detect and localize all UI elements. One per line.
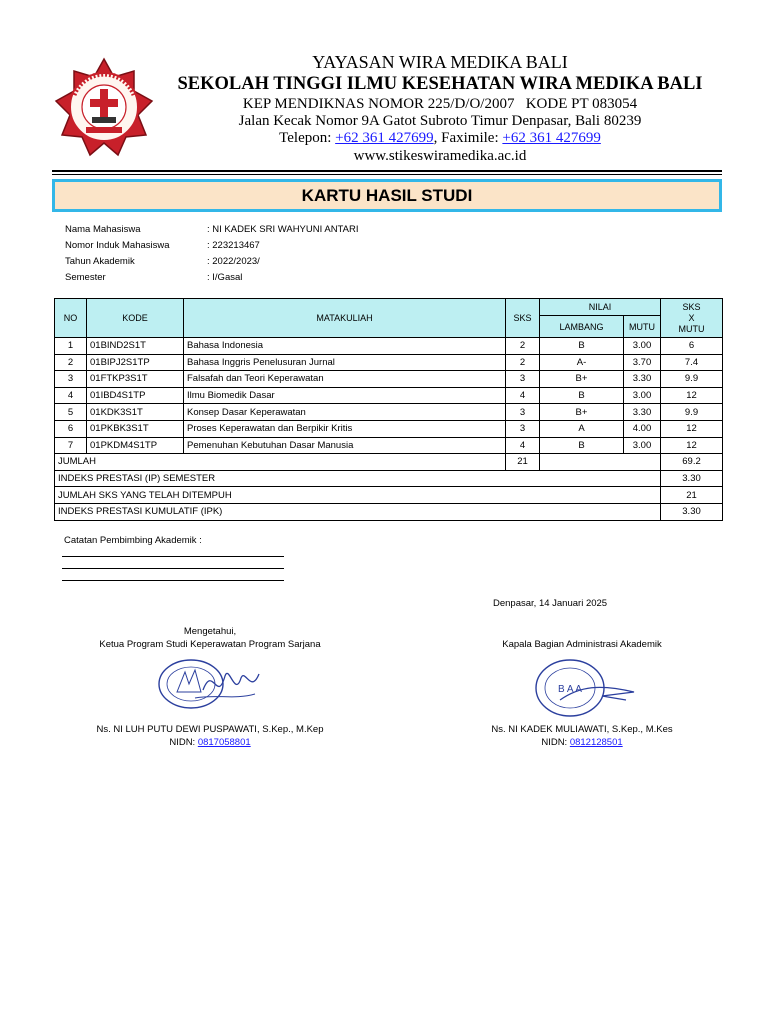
fax-link[interactable]: +62 361 427699 xyxy=(502,130,601,146)
header-lambang: LAMBANG xyxy=(540,316,624,338)
cell-mutu: 4.00 xyxy=(624,420,661,437)
left-sign-knowing: Mengetahui, xyxy=(183,626,237,637)
header-nilai: NILAI xyxy=(540,299,661,316)
cell-lambang: B+ xyxy=(540,371,624,388)
left-sign-name: Ns. NI LUH PUTU DEWI PUSPAWATI, S.Kep., M.Kep xyxy=(96,724,324,735)
cell-sks: 3 xyxy=(506,420,540,437)
cell-no: 7 xyxy=(55,437,87,454)
ipk-value: 3.30 xyxy=(661,503,723,520)
cell-total: 12 xyxy=(661,437,723,454)
jumlah-total: 69.2 xyxy=(661,454,723,471)
cell-kode: 01BIPJ2S1TP xyxy=(87,354,184,371)
cell-sks: 2 xyxy=(506,354,540,371)
stamp-text: B A A xyxy=(558,684,582,695)
phone-label: Telepon: xyxy=(279,130,336,146)
ip-row xyxy=(55,470,723,487)
header-no: NO xyxy=(55,299,87,338)
grades-table xyxy=(54,298,723,521)
cell-no: 2 xyxy=(55,354,87,371)
cell-total: 12 xyxy=(661,420,723,437)
place-date: Denpasar, 14 Januari 2025 xyxy=(493,598,608,609)
sks-ditempuh-label: JUMLAH SKS YANG TELAH DITEMPUH xyxy=(55,487,661,504)
header-sks-x-mutu-3: MUTU xyxy=(678,323,705,334)
left-signature-stamp-icon xyxy=(155,654,265,714)
header-divider xyxy=(52,170,722,172)
right-nidn-link[interactable]: 0812128501 xyxy=(569,737,623,748)
institution-name: SEKOLAH TINGGI ILMU KESEHATAN WIRA MEDIKA BALI xyxy=(177,74,703,94)
cell-lambang: B xyxy=(540,338,624,355)
cell-mutu: 3.70 xyxy=(624,354,661,371)
cell-sks: 3 xyxy=(506,371,540,388)
cell-mutu: 3.00 xyxy=(624,338,661,355)
table-row xyxy=(55,354,723,371)
advisor-notes-label: Catatan Pembimbing Akademik : xyxy=(64,535,202,546)
cell-matakuliah: Pemenuhan Kebutuhan Dasar Manusia xyxy=(184,437,506,454)
cell-kode: 01BIND2S1T xyxy=(87,338,184,355)
right-signature-stamp-icon xyxy=(530,656,640,720)
fax-label: , Faximile: xyxy=(433,130,503,146)
cell-sks: 2 xyxy=(506,338,540,355)
contact-line xyxy=(160,130,720,147)
cell-total: 9.9 xyxy=(661,371,723,388)
left-nidn-label: NIDN: xyxy=(169,737,198,748)
ipk-label: INDEKS PRESTASI KUMULATIF (IPK) xyxy=(55,503,661,520)
cell-matakuliah: Ilmu Biomedik Dasar xyxy=(184,387,506,404)
cell-kode: 01IBD4S1TP xyxy=(87,387,184,404)
cell-mutu: 3.00 xyxy=(624,437,661,454)
cell-mutu: 3.30 xyxy=(624,371,661,388)
header-sks-x-mutu xyxy=(661,299,723,338)
table-row xyxy=(55,404,723,421)
notes-line xyxy=(62,556,284,557)
website-text: www.stikeswiramedika.ac.id xyxy=(353,148,527,164)
jumlah-row xyxy=(55,454,723,471)
cell-matakuliah: Falsafah dan Teori Keperawatan xyxy=(184,371,506,388)
cell-matakuliah: Proses Keperawatan dan Berpikir Kritis xyxy=(184,420,506,437)
semester-label: Semester xyxy=(65,272,106,283)
header-mutu: MUTU xyxy=(624,316,661,338)
cell-kode: 01FTKP3S1T xyxy=(87,371,184,388)
right-nidn-label: NIDN: xyxy=(541,737,570,748)
table-row xyxy=(55,420,723,437)
cell-sks: 3 xyxy=(506,404,540,421)
foundation-name: YAYASAN WIRA MEDIKA BALI xyxy=(312,52,568,72)
student-id-value: : 223213467 xyxy=(207,240,260,251)
student-id-label: Nomor Induk Mahasiswa xyxy=(65,240,170,251)
header-divider-thin xyxy=(52,174,722,175)
header-sks-x-mutu-2: X xyxy=(688,312,695,323)
cell-sks: 4 xyxy=(506,387,540,404)
header-matakuliah: MATAKULIAH xyxy=(184,299,506,338)
decree-text: KEP MENDIKNAS NOMOR 225/D/O/2007 KODE PT 083054 xyxy=(242,96,638,112)
sks-ditempuh-value: 21 xyxy=(661,487,723,504)
cell-kode: 01PKDM4S1TP xyxy=(87,437,184,454)
sks-ditempuh-row xyxy=(55,487,723,504)
notes-line xyxy=(62,568,284,569)
ip-value: 3.30 xyxy=(661,470,723,487)
cell-matakuliah: Konsep Dasar Keperawatan xyxy=(184,404,506,421)
cell-no: 1 xyxy=(55,338,87,355)
table-row xyxy=(55,371,723,388)
cell-no: 6 xyxy=(55,420,87,437)
ip-label: INDEKS PRESTASI (IP) SEMESTER xyxy=(55,470,661,487)
cell-kode: 01KDK3S1T xyxy=(87,404,184,421)
address-text: Jalan Kecak Nomor 9A Gatot Subroto Timur Denpasar, Bali 80239 xyxy=(238,113,642,129)
cell-total: 9.9 xyxy=(661,404,723,421)
jumlah-empty xyxy=(540,454,661,471)
cell-mutu: 3.00 xyxy=(624,387,661,404)
cell-lambang: B xyxy=(540,387,624,404)
cell-total: 6 xyxy=(661,338,723,355)
table-row xyxy=(55,387,723,404)
right-sign-name: Ns. NI KADEK MULIAWATI, S.Kep., M.Kes xyxy=(491,724,673,735)
cell-no: 4 xyxy=(55,387,87,404)
document-title: KARTU HASIL STUDI xyxy=(52,179,722,212)
right-sign-nidn xyxy=(432,737,732,748)
left-sign-nidn xyxy=(60,737,360,748)
semester-value: : I/Gasal xyxy=(207,272,243,283)
cell-matakuliah: Bahasa Indonesia xyxy=(184,338,506,355)
table-row xyxy=(55,437,723,454)
left-nidn-link[interactable]: 0817058801 xyxy=(197,737,251,748)
left-sign-position: Ketua Program Studi Keperawatan Program Sarjana xyxy=(99,639,321,650)
cell-total: 7.4 xyxy=(661,354,723,371)
table-row xyxy=(55,338,723,355)
notes-line xyxy=(62,580,284,581)
right-sign-position: Kapala Bagian Administrasi Akademik xyxy=(502,639,662,650)
ipk-row xyxy=(55,503,723,520)
cell-kode: 01PKBK3S1T xyxy=(87,420,184,437)
cell-sks: 4 xyxy=(506,437,540,454)
jumlah-sks: 21 xyxy=(506,454,540,471)
cell-lambang: B+ xyxy=(540,404,624,421)
cell-lambang: A- xyxy=(540,354,624,371)
cell-no: 5 xyxy=(55,404,87,421)
phone-link[interactable]: +62 361 427699 xyxy=(335,130,434,146)
table-header-row xyxy=(55,299,723,316)
cell-lambang: B xyxy=(540,437,624,454)
cell-no: 3 xyxy=(55,371,87,388)
jumlah-label: JUMLAH xyxy=(55,454,506,471)
header-sks: SKS xyxy=(506,299,540,338)
academic-year-value: : 2022/2023/ xyxy=(207,256,260,267)
cell-mutu: 3.30 xyxy=(624,404,661,421)
cell-total: 12 xyxy=(661,387,723,404)
student-name-label: Nama Mahasiswa xyxy=(65,224,141,235)
academic-year-label: Tahun Akademik xyxy=(65,256,135,267)
header-kode: KODE xyxy=(87,299,184,338)
header-sks-x-mutu-1: SKS xyxy=(682,301,701,312)
college-logo-icon xyxy=(52,55,156,159)
student-name-value: : NI KADEK SRI WAHYUNI ANTARI xyxy=(207,224,359,235)
cell-matakuliah: Bahasa Inggris Penelusuran Jurnal xyxy=(184,354,506,371)
cell-lambang: A xyxy=(540,420,624,437)
